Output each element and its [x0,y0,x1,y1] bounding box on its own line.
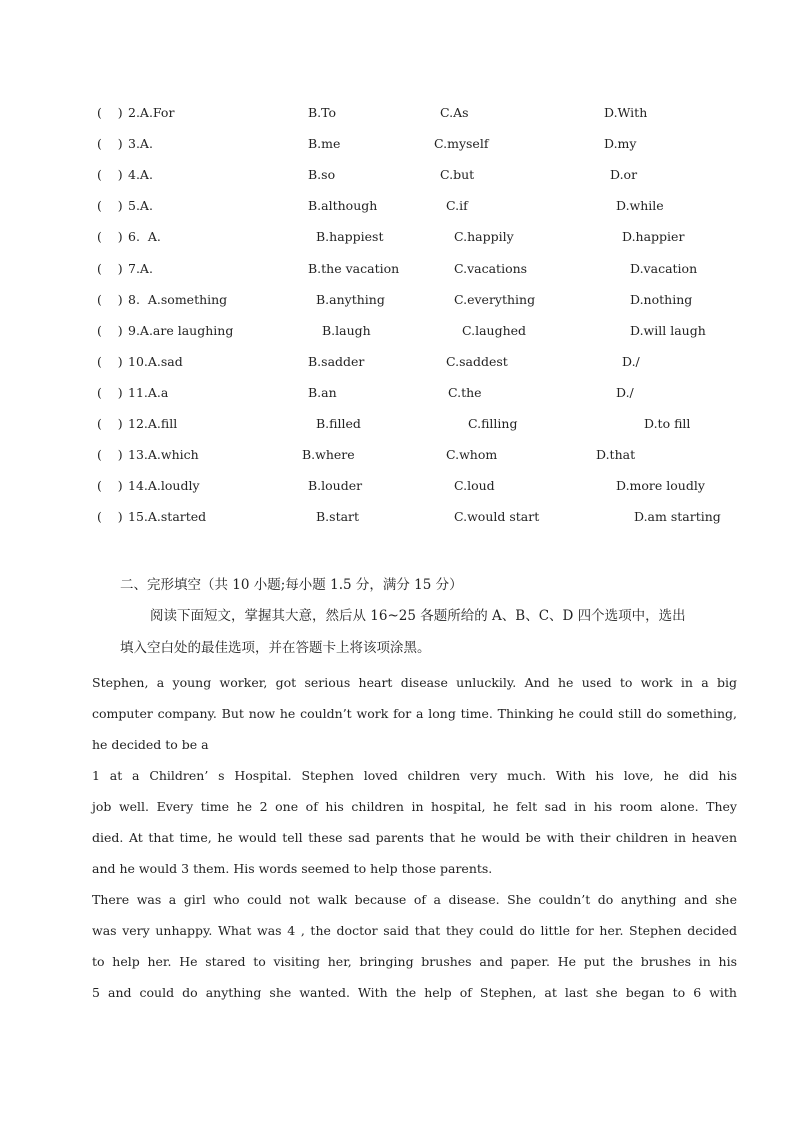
option-c: C.would start [454,509,540,525]
option-b: B.so [308,167,336,183]
answer-blank: ( ) [97,447,123,463]
option-b: B.where [302,447,355,463]
option-d: D./ [616,384,634,400]
option-a: 11.A.a [128,384,169,400]
option-c: C.filling [468,416,518,431]
option-d: D.am starting [634,509,721,525]
option-b: B.start [316,509,360,525]
section-instruction-continued: 填入空白处的最佳选项，并在答题卡上将该项涂黑。 [120,640,431,656]
option-a: 8. A.something [128,291,228,307]
option-a: 14.A.loudly [128,478,200,494]
answer-blank: ( ) [97,229,123,245]
option-d: D.my [604,136,637,152]
answer-blank: ( ) [97,291,123,307]
option-c: C.myself [434,136,489,152]
passage-line: was very unhappy. What was 4 , the doctor said that they could do little for her. Stephen decided [92,923,737,938]
section-title: 二、完形填空（共 10 小题;每小题 1.5 分，满分 15 分） [120,577,463,593]
question-row [0,290,794,310]
question-row [0,445,794,465]
option-c: C.everything [454,291,536,307]
option-c: C.whom [446,447,498,463]
option-d: D.while [616,198,664,214]
answer-blank: ( ) [97,322,123,338]
option-c: C.loud [454,478,495,494]
option-a: 12.A.fill [128,416,178,431]
passage-line: died. At that time, he would tell these sad parents that he would be with their children in heaven [92,830,737,845]
question-row [0,227,794,247]
option-a: 2.A.For [128,105,175,120]
option-c: C.laughed [462,322,527,338]
question-row [0,196,794,216]
option-d: D.vacation [630,260,698,276]
passage-line: to help her. He stared to visiting her, bringing brushes and paper. He put the brushes in his [92,954,737,969]
option-b: B.happiest [316,229,384,245]
option-a: 15.A.started [128,509,207,525]
option-d: D.to fill [644,416,691,431]
question-row [0,383,794,403]
answer-blank: ( ) [97,353,123,369]
answer-blank: ( ) [97,167,123,183]
option-b: B.laugh [322,322,371,338]
passage-paragraph-1 [92,673,737,890]
option-b: B.the vacation [308,260,400,276]
option-d: D.that [596,447,636,463]
option-d: D.With [604,105,648,120]
option-a: 13.A.which [128,447,199,463]
option-d: D.happier [622,229,685,245]
option-d: D.will laugh [630,322,706,338]
option-d: D./ [622,353,640,369]
option-b: B.an [308,384,337,400]
option-c: C.vacations [454,260,528,276]
option-d: D.nothing [630,291,693,307]
passage-line: he decided to be a [92,737,209,752]
option-a: 4.A. [128,167,153,183]
option-c: C.if [446,198,468,214]
option-a: 7.A. [128,260,153,276]
section-instruction: 阅读下面短文，掌握其大意，然后从 16~25 各题所给的 A、B、C、D 四个选项中，选出 [150,608,686,624]
answer-blank: ( ) [97,478,123,494]
answer-blank: ( ) [97,416,123,431]
passage-paragraph-2 [92,890,737,1014]
passage-line: Stephen, a young worker, got serious heart disease unluckily. And he used to work in a big [92,675,737,690]
question-row [0,476,794,496]
option-b: B.louder [308,478,363,494]
answer-blank: ( ) [97,105,123,120]
answer-blank: ( ) [97,198,123,214]
question-row [0,103,794,123]
option-b: B.although [308,198,378,214]
option-a: 5.A. [128,198,153,214]
option-c: C.but [440,167,475,183]
option-a: 3.A. [128,136,153,152]
question-row [0,321,794,341]
question-row [0,165,794,185]
question-row [0,414,794,434]
option-d: D.more loudly [616,478,705,494]
passage-line: 1 at a Children’ s Hospital. Stephen loved children very much. With his love, he did his [92,768,737,783]
option-b: B.To [308,105,337,120]
question-row [0,259,794,279]
option-b: B.sadder [308,353,365,369]
answer-blank: ( ) [97,260,123,276]
option-c: C.As [440,105,469,120]
option-c: C.saddest [446,353,508,369]
option-b: B.me [308,136,341,152]
passage-line: job well. Every time he 2 one of his children in hospital, he felt sad in his room alone. They [92,799,737,814]
option-a: 10.A.sad [128,353,183,369]
option-a: 9.A.are laughing [128,322,234,338]
passage-line: and he would 3 them. His words seemed to help those parents. [92,861,493,876]
passage-line: There was a girl who could not walk because of a disease. She couldn’t do anything and she [92,892,737,907]
answer-blank: ( ) [97,136,123,152]
option-d: D.or [610,167,638,183]
option-c: C.happily [454,229,514,245]
answer-blank: ( ) [97,384,123,400]
question-row [0,507,794,527]
passage-line: 5 and could do anything she wanted. With the help of Stephen, at last she began to 6 with [92,985,737,1000]
option-b: B.filled [316,416,361,431]
passage-line: computer company. But now he couldn’t work for a long time. Thinking he could still do something, [92,706,737,721]
question-row [0,134,794,154]
option-c: C.the [448,384,482,400]
question-row [0,352,794,372]
option-b: B.anything [316,291,385,307]
answer-blank: ( ) [97,509,123,525]
option-a: 6. A. [128,229,161,245]
